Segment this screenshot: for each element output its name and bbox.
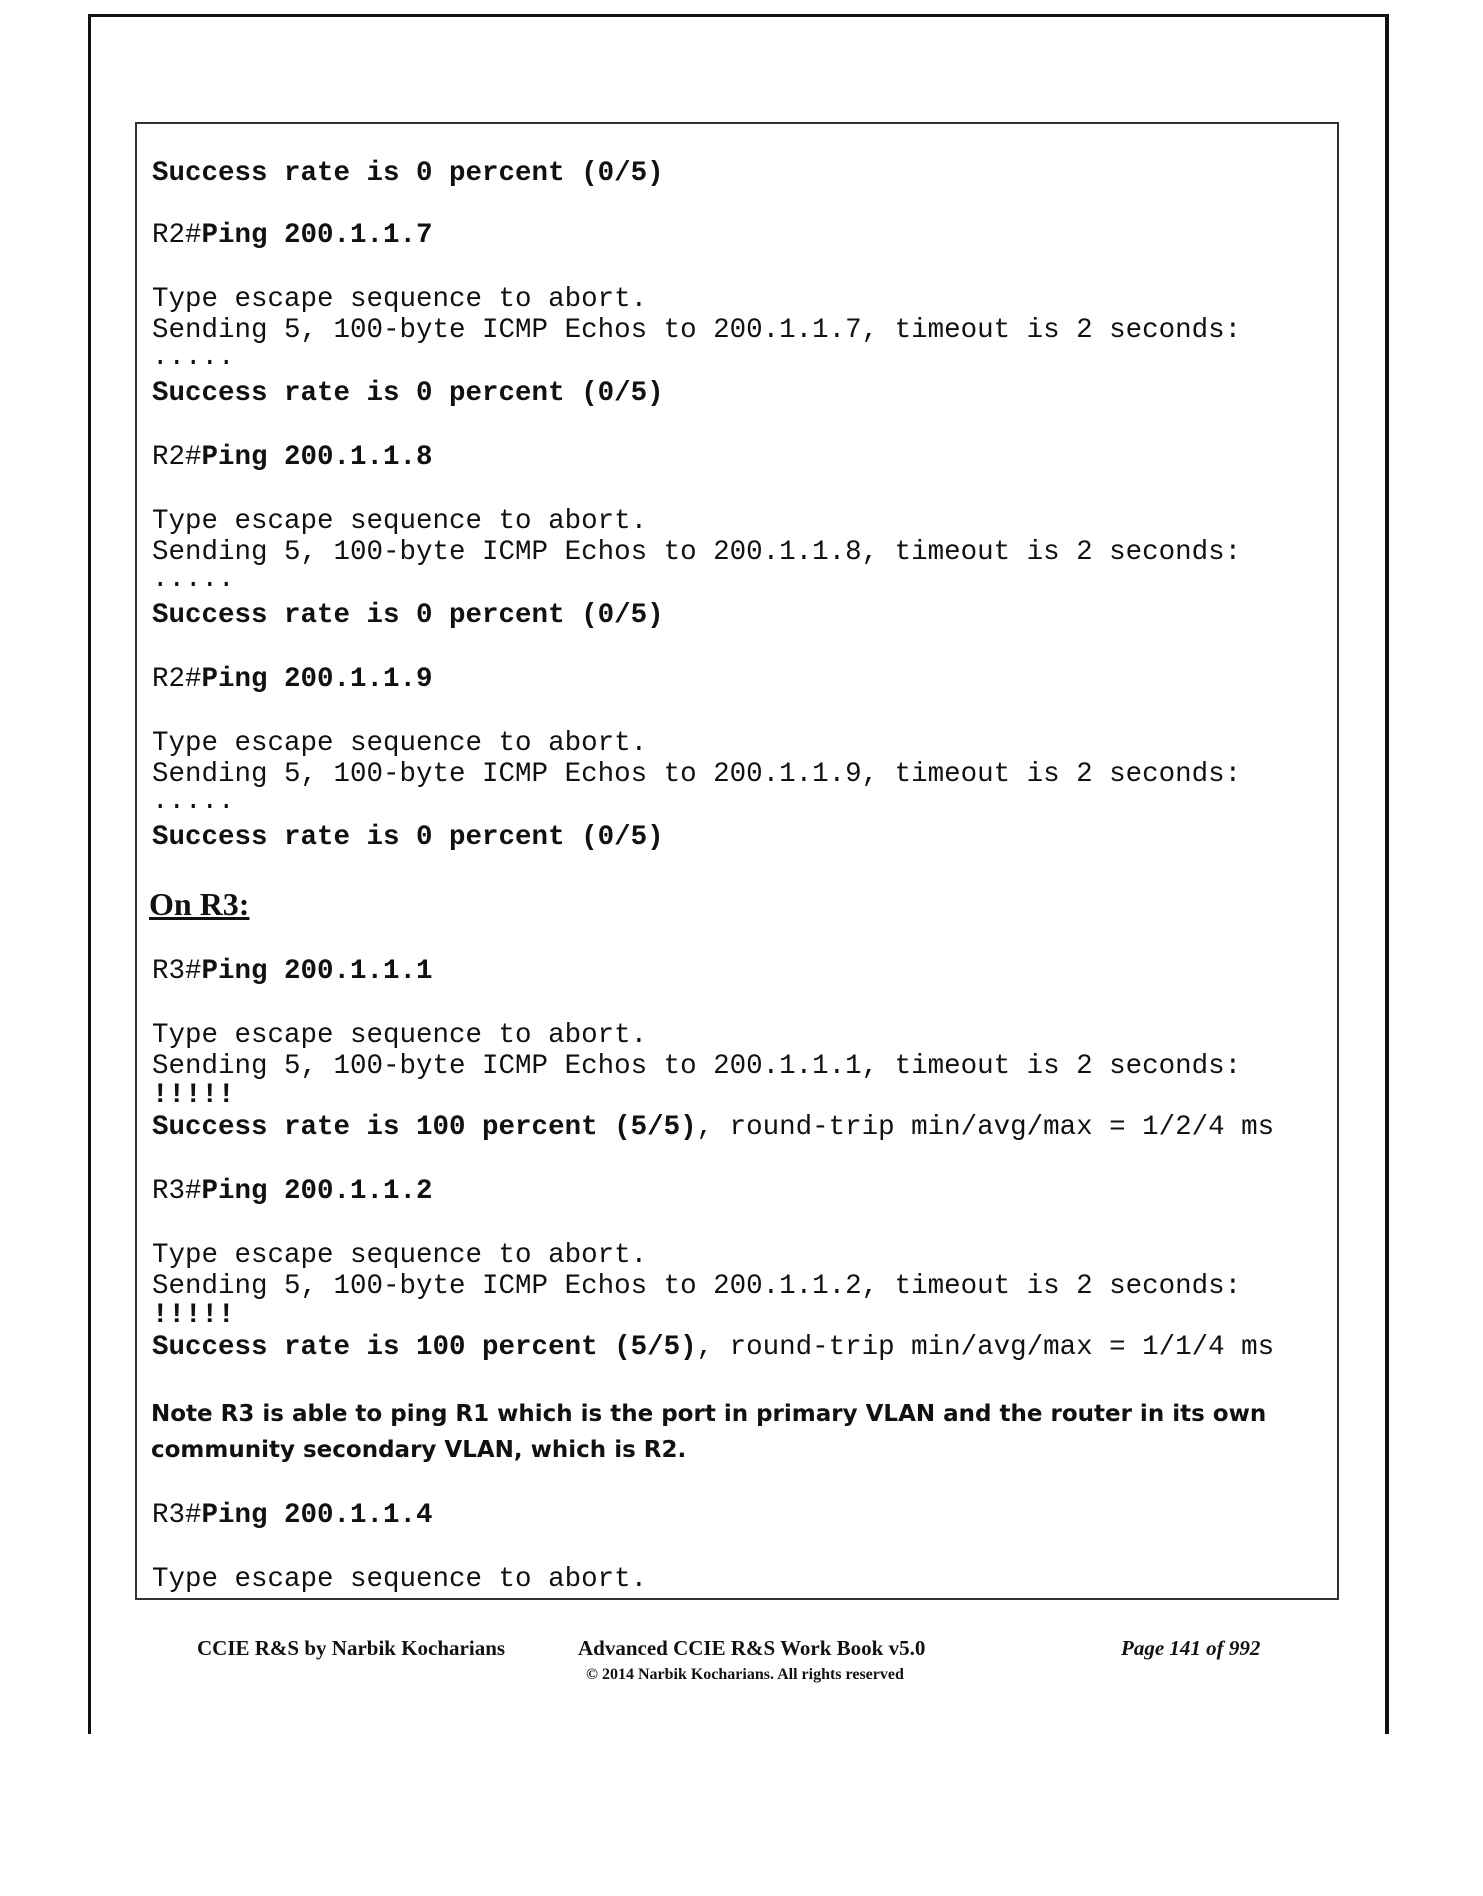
round-trip: , round-trip min/avg/max = 1/2/4 ms xyxy=(696,1112,1275,1143)
command: Ping 200.1.1.1 xyxy=(201,956,433,987)
prompt: R3# xyxy=(152,1500,202,1531)
prompt: R2# xyxy=(152,664,202,695)
footer-book-title: Advanced CCIE R&S Work Book v5.0 xyxy=(578,1636,926,1660)
page-border-top xyxy=(88,14,1388,17)
page-border-right xyxy=(1385,14,1389,1734)
output-line: Type escape sequence to abort. xyxy=(152,506,648,537)
command-line xyxy=(152,1176,433,1208)
success-rate-bold: Success rate is 100 percent (5/5) xyxy=(152,1332,697,1363)
prompt: R3# xyxy=(152,956,202,987)
cli-output-box xyxy=(135,122,1339,1600)
success-rate-line: Success rate is 0 percent (0/5) xyxy=(152,378,664,409)
success-rate-bold: Success rate is 100 percent (5/5) xyxy=(152,1112,697,1143)
result-dots: ..... xyxy=(152,342,235,373)
command: Ping 200.1.1.9 xyxy=(201,664,433,695)
command-line xyxy=(152,664,433,696)
prompt: R3# xyxy=(152,1176,202,1207)
prompt: R2# xyxy=(152,220,202,251)
command-line xyxy=(152,956,433,988)
output-line: Sending 5, 100-byte ICMP Echos to 200.1.1.7, timeout is 2 seconds: xyxy=(152,315,1242,346)
output-line: Type escape sequence to abort. xyxy=(152,284,648,315)
command: Ping 200.1.1.4 xyxy=(201,1500,433,1531)
output-line: Type escape sequence to abort. xyxy=(152,728,648,759)
command-line xyxy=(152,442,433,474)
output-line: Type escape sequence to abort. xyxy=(152,1020,648,1051)
footer-page-number: Page 141 of 992 xyxy=(1121,1636,1261,1660)
command: Ping 200.1.1.8 xyxy=(201,442,433,473)
output-line: Sending 5, 100-byte ICMP Echos to 200.1.1.9, timeout is 2 seconds: xyxy=(152,759,1242,790)
command-line xyxy=(152,220,433,252)
result-dots: ..... xyxy=(152,564,235,595)
result-dots: ..... xyxy=(152,786,235,817)
command: Ping 200.1.1.2 xyxy=(201,1176,433,1207)
round-trip: , round-trip min/avg/max = 1/1/4 ms xyxy=(696,1332,1275,1363)
result-bangs: !!!!! xyxy=(152,1300,235,1331)
output-line: Type escape sequence to abort. xyxy=(152,1240,648,1271)
output-line: Sending 5, 100-byte ICMP Echos to 200.1.1.2, timeout is 2 seconds: xyxy=(152,1271,1242,1302)
success-rate-line: Success rate is 0 percent (0/5) xyxy=(152,158,664,189)
note-paragraph: Note R3 is able to ping R1 which is the port in primary VLAN and the router in its own community secondary VLAN, which is R2. xyxy=(151,1401,1267,1463)
output-line: Sending 5, 100-byte ICMP Echos to 200.1.1.1, timeout is 2 seconds: xyxy=(152,1051,1242,1082)
prompt: R2# xyxy=(152,442,202,473)
page-border-left xyxy=(88,14,91,1734)
command: Ping 200.1.1.7 xyxy=(201,220,433,251)
success-rate-line: Success rate is 0 percent (0/5) xyxy=(152,822,664,853)
success-rate-line: Success rate is 0 percent (0/5) xyxy=(152,600,664,631)
footer-copyright: © 2014 Narbik Kocharians. All rights reserved xyxy=(586,1666,904,1683)
section-heading: On R3: xyxy=(149,886,250,922)
success-rate-line xyxy=(152,1332,1274,1364)
output-line: Sending 5, 100-byte ICMP Echos to 200.1.1.8, timeout is 2 seconds: xyxy=(152,537,1242,568)
command-line xyxy=(152,1500,433,1532)
output-line: Type escape sequence to abort. xyxy=(152,1564,648,1595)
footer-author: CCIE R&S by Narbik Kocharians xyxy=(197,1636,506,1660)
result-bangs: !!!!! xyxy=(152,1080,235,1111)
success-rate-line xyxy=(152,1112,1274,1144)
